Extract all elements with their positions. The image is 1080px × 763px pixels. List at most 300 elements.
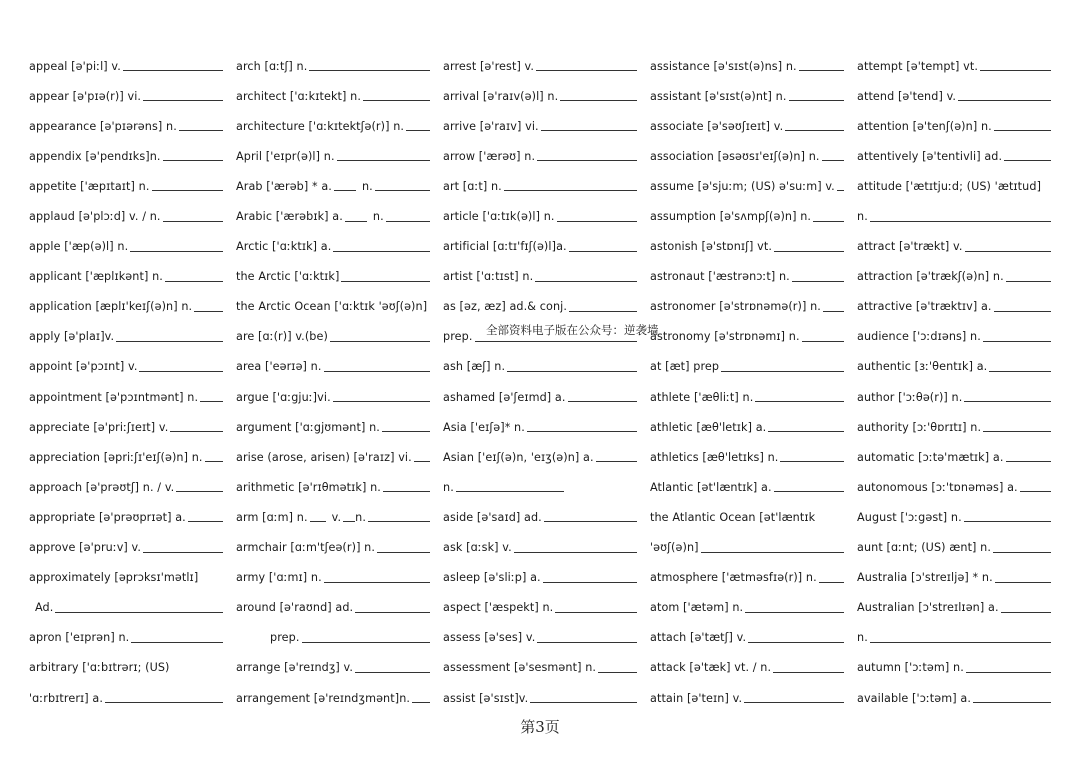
answer-blank[interactable] <box>569 251 637 252</box>
entry-text: attempt [ə'tempt] vt. <box>857 59 979 73</box>
answer-blank[interactable] <box>176 491 223 492</box>
answer-blank[interactable] <box>774 251 844 252</box>
list-item <box>443 442 637 472</box>
entry-text: apple ['æp(ə)l] n. <box>29 240 129 254</box>
entry-text: atmosphere ['ætməsfɪə(r)] n. <box>650 571 817 585</box>
entry-text: assume [ə'sjuːm; (US) ə'suːm] v. <box>650 179 835 193</box>
answer-blank[interactable] <box>200 401 223 402</box>
answer-blank[interactable] <box>1020 491 1051 492</box>
entry-text: attraction [ə'trækʃ(ə)n] n. <box>857 270 1004 284</box>
list-item <box>650 502 844 532</box>
list-item <box>650 593 844 623</box>
list-item <box>857 141 1051 171</box>
entry-text: assess [ə'ses] v. <box>443 631 536 645</box>
list-item <box>650 322 844 352</box>
entry-text: application [æplɪ'keɪʃ(ə)n] n. <box>29 300 193 314</box>
answer-blank[interactable] <box>598 672 637 673</box>
list-item <box>29 533 223 563</box>
entry-text: Ad. <box>35 601 54 615</box>
answer-blank[interactable] <box>382 431 430 432</box>
entry-text: Arctic ['ɑːktɪk] a. <box>236 240 332 254</box>
list-item <box>443 352 637 382</box>
list-item <box>857 201 1051 231</box>
answer-blank[interactable] <box>773 672 844 673</box>
list-item <box>650 653 844 683</box>
answer-blank[interactable] <box>514 552 637 553</box>
answer-blank[interactable] <box>386 221 430 222</box>
list-item <box>29 141 223 171</box>
answer-blank[interactable] <box>1001 612 1051 613</box>
answer-blank[interactable] <box>55 612 223 613</box>
answer-blank[interactable] <box>377 552 430 553</box>
answer-blank[interactable] <box>179 130 223 131</box>
answer-blank[interactable] <box>780 461 844 462</box>
list-item <box>236 262 430 292</box>
list-item <box>650 111 844 141</box>
answer-blank[interactable] <box>105 702 223 703</box>
entry-text: August ['ɔːgəst] n. <box>857 510 962 524</box>
entry-text: article ['ɑːtɪk(ə)l] n. <box>443 210 555 224</box>
list-item <box>857 51 1051 81</box>
entry-text: athletics [æθ'letɪks] n. <box>650 450 779 464</box>
answer-blank[interactable] <box>152 190 224 191</box>
list-item <box>650 683 844 713</box>
list-item <box>650 201 844 231</box>
entry-text: astonish [ə'stɒnɪʃ] vt. <box>650 240 773 254</box>
list-item <box>29 292 223 322</box>
entry-text: n. <box>857 631 868 645</box>
entry-text: assessment [ə'sesmənt] n. <box>443 661 597 675</box>
list-item <box>236 232 430 262</box>
entry-text: Australia [ɔ'streɪljə] * n. <box>857 571 993 585</box>
entry-text: aunt [ɑːnt; (US) ænt] n. <box>857 541 992 555</box>
answer-blank[interactable] <box>330 341 430 342</box>
list-item <box>236 51 430 81</box>
entry-text: Asian ['eɪʃ(ə)n, 'eɪʒ(ə)n] a. <box>443 450 594 464</box>
answer-blank[interactable] <box>333 401 430 402</box>
answer-blank[interactable] <box>324 582 430 583</box>
answer-blank[interactable] <box>130 251 223 252</box>
list-item <box>650 472 844 502</box>
list-item <box>650 262 844 292</box>
list-item <box>650 141 844 171</box>
list-item <box>443 81 637 111</box>
list-item <box>857 171 1051 201</box>
entry-text: attract [ə'trækt] v. <box>857 240 963 254</box>
entry-text: audience ['ɔːdɪəns] n. <box>857 330 981 344</box>
page-number: 第3页 <box>520 718 560 736</box>
list-item <box>443 683 637 713</box>
list-item <box>650 292 844 322</box>
entry-text: astronomer [ə'strɒnəmə(r)] n. <box>650 300 821 314</box>
list-item <box>236 472 430 502</box>
answer-blank[interactable] <box>310 521 326 522</box>
answer-blank[interactable] <box>170 431 223 432</box>
list-item <box>29 623 223 653</box>
entry-text: appointment [ə'pɔɪntmənt] n. <box>29 390 199 404</box>
answer-blank[interactable] <box>748 642 844 643</box>
entry-text: arrival [ə'raɪv(ə)l] n. <box>443 89 559 103</box>
answer-blank[interactable] <box>383 491 430 492</box>
answer-blank[interactable] <box>530 702 637 703</box>
answer-blank[interactable] <box>456 491 564 492</box>
entry-text: Asia ['eɪʃə]* n. <box>443 420 525 434</box>
entry-text: are [ɑː(r)] v.(be) <box>236 330 328 344</box>
answer-blank[interactable] <box>504 190 637 191</box>
entry-text: authentic [ɜː'θentɪk] a. <box>857 360 988 374</box>
answer-blank[interactable] <box>334 190 356 191</box>
list-item <box>443 171 637 201</box>
answer-blank[interactable] <box>785 130 844 131</box>
answer-blank[interactable] <box>958 100 1051 101</box>
list-item <box>29 653 223 683</box>
entry-text: appetite ['æpɪtaɪt] n. <box>29 179 150 193</box>
list-item <box>236 653 430 683</box>
pos-label: n. <box>361 179 373 193</box>
answer-blank[interactable] <box>721 371 844 372</box>
list-item <box>236 593 430 623</box>
entry-text: apply [ə'plaɪ]v. <box>29 330 115 344</box>
entry-text: art [ɑːt] n. <box>443 179 502 193</box>
list-item <box>857 563 1051 593</box>
entry-text: arrest [ə'rest] v. <box>443 59 535 73</box>
answer-blank[interactable] <box>116 341 223 342</box>
list-item <box>236 352 430 382</box>
list-item <box>443 262 637 292</box>
answer-blank[interactable] <box>544 521 637 522</box>
list-item <box>29 201 223 231</box>
list-item <box>29 563 223 593</box>
list-item <box>236 502 430 532</box>
entry-text: attentively [ə'tentivli] ad. <box>857 149 1003 163</box>
list-item <box>650 171 844 201</box>
entry-text: astronaut ['æstrənɔːt] n. <box>650 270 790 284</box>
entry-text: automatic [ɔːtə'mætɪk] a. <box>857 450 1004 464</box>
list-item <box>650 51 844 81</box>
answer-blank[interactable] <box>745 612 844 613</box>
entry-text: appeal [ə'piːl] v. <box>29 59 121 73</box>
answer-blank[interactable] <box>324 371 430 372</box>
entry-text: around [ə'raʊnd] ad. <box>236 601 354 615</box>
column-4 <box>650 51 844 713</box>
answer-blank[interactable] <box>302 642 431 643</box>
answer-blank[interactable] <box>143 552 223 553</box>
answer-blank[interactable] <box>813 221 844 222</box>
answer-blank[interactable] <box>543 582 637 583</box>
list-item <box>443 623 637 653</box>
answer-blank[interactable] <box>337 160 430 161</box>
entry-text: ask [ɑːsk] v. <box>443 541 512 555</box>
list-item <box>443 141 637 171</box>
answer-blank[interactable] <box>309 70 430 71</box>
entry-text: appropriate [ə'prəʊprɪət] a. <box>29 510 186 524</box>
entry-text: approach [ə'prəʊtʃ] n. / v. <box>29 480 175 494</box>
answer-blank[interactable] <box>535 281 637 282</box>
answer-blank[interactable] <box>363 100 430 101</box>
column-3 <box>443 51 637 713</box>
entry-text: prep. <box>443 330 473 344</box>
entry-text: architect ['ɑːkɪtekt] n. <box>236 89 361 103</box>
list-item <box>29 171 223 201</box>
list-item <box>443 292 637 322</box>
answer-blank[interactable] <box>964 401 1051 402</box>
entry-text: appreciation [əpriːʃɪ'eɪʃ(ə)n] n. <box>29 450 203 464</box>
entry-text: assistant [ə'sɪst(ə)nt] n. <box>650 89 787 103</box>
answer-blank[interactable] <box>994 130 1051 131</box>
entry-text: attack [ə'tæk] vt. / n. <box>650 661 772 675</box>
answer-blank[interactable] <box>333 251 430 252</box>
answer-blank[interactable] <box>870 642 1051 643</box>
answer-blank[interactable] <box>557 221 637 222</box>
list-item <box>236 623 430 653</box>
answer-blank[interactable] <box>1006 281 1051 282</box>
entry-text: apron ['eɪprən] n. <box>29 631 130 645</box>
answer-blank[interactable] <box>560 100 637 101</box>
list-item <box>236 412 430 442</box>
list-item <box>443 563 637 593</box>
entry-text: applaud [ə'plɔːd] v. / n. <box>29 210 161 224</box>
answer-blank[interactable] <box>701 552 844 553</box>
list-item <box>29 51 223 81</box>
list-item <box>857 593 1051 623</box>
answer-blank[interactable] <box>165 281 223 282</box>
list-item <box>650 563 844 593</box>
answer-blank[interactable] <box>507 371 637 372</box>
list-item <box>29 442 223 472</box>
answer-blank[interactable] <box>983 341 1051 342</box>
entry-text: assist [ə'sɪst]v. <box>443 691 529 705</box>
entry-text: 'əʊʃ(ə)n] <box>650 541 699 555</box>
answer-blank[interactable] <box>994 311 1051 312</box>
entry-text: Arab ['ærəb] * a. <box>236 179 332 193</box>
answer-blank[interactable] <box>188 521 223 522</box>
list-item <box>857 472 1051 502</box>
list-item <box>29 81 223 111</box>
answer-blank[interactable] <box>1006 461 1052 462</box>
answer-blank[interactable] <box>973 702 1051 703</box>
answer-blank[interactable] <box>537 642 637 643</box>
answer-blank[interactable] <box>995 582 1051 583</box>
list-item <box>650 412 844 442</box>
list-item <box>857 623 1051 653</box>
list-item <box>857 683 1051 713</box>
answer-blank[interactable] <box>527 431 637 432</box>
list-item <box>443 51 637 81</box>
answer-blank[interactable] <box>568 401 637 402</box>
answer-blank[interactable] <box>205 461 223 462</box>
list-item <box>857 232 1051 262</box>
answer-blank[interactable] <box>966 672 1051 673</box>
answer-blank[interactable] <box>143 100 223 101</box>
entry-text: authority [ɔː'θɒrɪtɪ] n. <box>857 420 982 434</box>
answer-blank[interactable] <box>414 461 430 462</box>
list-item <box>236 171 430 201</box>
list-item <box>443 502 637 532</box>
list-item <box>236 533 430 563</box>
answer-blank[interactable] <box>345 221 367 222</box>
list-item <box>857 442 1051 472</box>
answer-blank[interactable] <box>822 160 844 161</box>
answer-blank[interactable] <box>983 431 1051 432</box>
answer-blank[interactable] <box>412 702 430 703</box>
list-item <box>650 533 844 563</box>
list-item <box>236 322 430 352</box>
list-item <box>236 683 430 713</box>
entry-text: approve [ə'pruːv] v. <box>29 541 142 555</box>
list-item <box>857 412 1051 442</box>
entry-text: assumption [ə'sʌmpʃ(ə)n] n. <box>650 210 812 224</box>
list-item <box>443 111 637 141</box>
answer-blank[interactable] <box>799 70 844 71</box>
list-item <box>443 412 637 442</box>
entry-text: approximately [əprɔksɪ'mətlɪ] <box>29 571 199 585</box>
entry-text: attach [ə'tætʃ] v. <box>650 631 747 645</box>
answer-blank[interactable] <box>870 221 1051 222</box>
answer-blank[interactable] <box>964 521 1051 522</box>
entry-text: arrow ['ærəʊ] n. <box>443 149 536 163</box>
entry-text: appendix [ə'pendɪks]n. <box>29 149 161 163</box>
list-item <box>236 563 430 593</box>
answer-blank[interactable] <box>355 612 430 613</box>
entry-text: autumn ['ɔːtəm] n. <box>857 661 964 675</box>
list-item <box>236 382 430 412</box>
answer-blank[interactable] <box>768 431 844 432</box>
entry-text: armchair [ɑːm'tʃeə(r)] n. <box>236 541 376 555</box>
answer-blank[interactable] <box>744 702 844 703</box>
entry-text: prep. <box>270 631 300 645</box>
entry-text: the Atlantic Ocean [ət'læntɪk <box>650 510 816 524</box>
answer-blank[interactable] <box>993 552 1051 553</box>
list-item <box>236 141 430 171</box>
entry-text: 'ɑːrbɪtrerɪ] a. <box>29 691 104 705</box>
entry-text: ashamed [ə'ʃeɪmd] a. <box>443 390 566 404</box>
answer-blank[interactable] <box>802 341 844 342</box>
list-item <box>857 352 1051 382</box>
answer-blank[interactable] <box>965 251 1051 252</box>
entry-text: area ['eərɪə] n. <box>236 360 322 374</box>
list-item <box>857 533 1051 563</box>
list-item <box>857 292 1051 322</box>
entry-text: arithmetic [ə'rɪθmətɪk] n. <box>236 480 381 494</box>
entry-text: athlete ['æθliːt] n. <box>650 390 754 404</box>
answer-blank[interactable] <box>475 341 638 342</box>
entry-text: argue ['ɑːgjuː]vi. <box>236 390 331 404</box>
list-item <box>857 81 1051 111</box>
answer-blank[interactable] <box>375 190 430 191</box>
answer-blank[interactable] <box>194 311 223 312</box>
column-2 <box>236 51 430 713</box>
answer-blank[interactable] <box>139 371 223 372</box>
list-item <box>443 232 637 262</box>
entry-text: the Arctic Ocean ['ɑːktɪk 'əʊʃ(ə)n] <box>236 300 428 314</box>
answer-blank[interactable] <box>774 491 844 492</box>
answer-blank[interactable] <box>823 311 844 312</box>
entry-text: aside [ə'saɪd] ad. <box>443 510 542 524</box>
entry-text: arrangement [ə'reɪndʒmənt]n. <box>236 691 411 705</box>
entry-text: autonomous [ɔː'tɒnəməs] a. <box>857 480 1018 494</box>
entry-text: aspect ['æspekt] n. <box>443 601 554 615</box>
entry-text: assistance [ə'sɪst(ə)ns] n. <box>650 59 797 73</box>
entry-text: attain [ə'teɪn] v. <box>650 691 743 705</box>
entry-text: argument ['ɑːgjʊmənt] n. <box>236 420 380 434</box>
answer-blank[interactable] <box>819 582 844 583</box>
list-item <box>443 533 637 563</box>
pos-label: n. <box>372 210 384 224</box>
answer-blank[interactable] <box>163 160 223 161</box>
list-item <box>650 442 844 472</box>
list-item <box>236 81 430 111</box>
entry-text: available ['ɔːtəm] a. <box>857 691 972 705</box>
entry-text: Atlantic [ət'læntɪk] a. <box>650 480 772 494</box>
list-item <box>857 322 1051 352</box>
answer-blank[interactable] <box>343 521 355 522</box>
answer-blank[interactable] <box>1004 160 1051 161</box>
list-item <box>650 623 844 653</box>
entry-text: applicant ['æplɪkənt] n. <box>29 270 163 284</box>
answer-blank[interactable] <box>789 100 844 101</box>
answer-blank[interactable] <box>163 221 223 222</box>
entry-text: army ['ɑːmɪ] n. <box>236 571 322 585</box>
answer-blank[interactable] <box>368 521 430 522</box>
answer-blank[interactable] <box>837 190 844 191</box>
entry-text: Arabic ['ærəbɪk] a. <box>236 210 343 224</box>
list-item <box>857 653 1051 683</box>
list-item <box>443 382 637 412</box>
entry-text: architecture ['ɑːkɪtektʃə(r)] n. <box>236 119 405 133</box>
answer-blank[interactable] <box>406 130 430 131</box>
answer-blank[interactable] <box>131 642 223 643</box>
list-item <box>29 472 223 502</box>
answer-blank[interactable] <box>792 281 844 282</box>
entry-text: at [æt] prep <box>650 360 720 374</box>
answer-blank[interactable] <box>341 281 430 282</box>
answer-blank[interactable] <box>123 70 223 71</box>
list-item <box>650 81 844 111</box>
entry-text: appearance [ə'pɪərəns] n. <box>29 119 177 133</box>
list-item <box>29 262 223 292</box>
entry-text: arbitrary ['ɑːbɪtrərɪ; (US) <box>29 661 170 675</box>
entry-text: associate [ə'səʊʃɪeɪt] v. <box>650 119 784 133</box>
entry-text: artificial [ɑːtɪ'fɪʃ(ə)l]a. <box>443 240 567 254</box>
entry-text: appoint [ə'pɔɪnt] v. <box>29 360 138 374</box>
answer-blank[interactable] <box>980 70 1051 71</box>
list-item <box>443 472 637 502</box>
entry-text: author ['ɔːθə(r)] n. <box>857 390 963 404</box>
entry-text: as [əz, æz] ad.& conj. <box>443 300 567 314</box>
entry-text: appreciate [ə'priːʃɪeɪt] v. <box>29 420 169 434</box>
answer-blank[interactable] <box>536 70 637 71</box>
answer-blank[interactable] <box>989 371 1051 372</box>
watermark-text: 全部资料电子版在公众号：逆袭墙 <box>486 323 659 337</box>
answer-blank[interactable] <box>569 311 637 312</box>
entry-text: astronomy [ə'strɒnəmɪ] n. <box>650 330 800 344</box>
entry-text: the Arctic ['ɑːktɪk] <box>236 270 340 284</box>
answer-blank[interactable] <box>555 612 637 613</box>
list-item <box>650 232 844 262</box>
answer-blank[interactable] <box>596 461 637 462</box>
answer-blank[interactable] <box>537 160 637 161</box>
answer-blank[interactable] <box>355 672 430 673</box>
answer-blank[interactable] <box>541 130 637 131</box>
entry-text: atom ['ætəm] n. <box>650 601 744 615</box>
pos-label: v. <box>331 510 342 524</box>
entry-text: appear [ə'pɪə(r)] vi. <box>29 89 142 103</box>
entry-text: arrange [ə'reɪndʒ] v. <box>236 661 354 675</box>
answer-blank[interactable] <box>755 401 844 402</box>
entry-text: athletic [æθ'letɪk] a. <box>650 420 767 434</box>
list-item <box>236 442 430 472</box>
list-item <box>857 111 1051 141</box>
